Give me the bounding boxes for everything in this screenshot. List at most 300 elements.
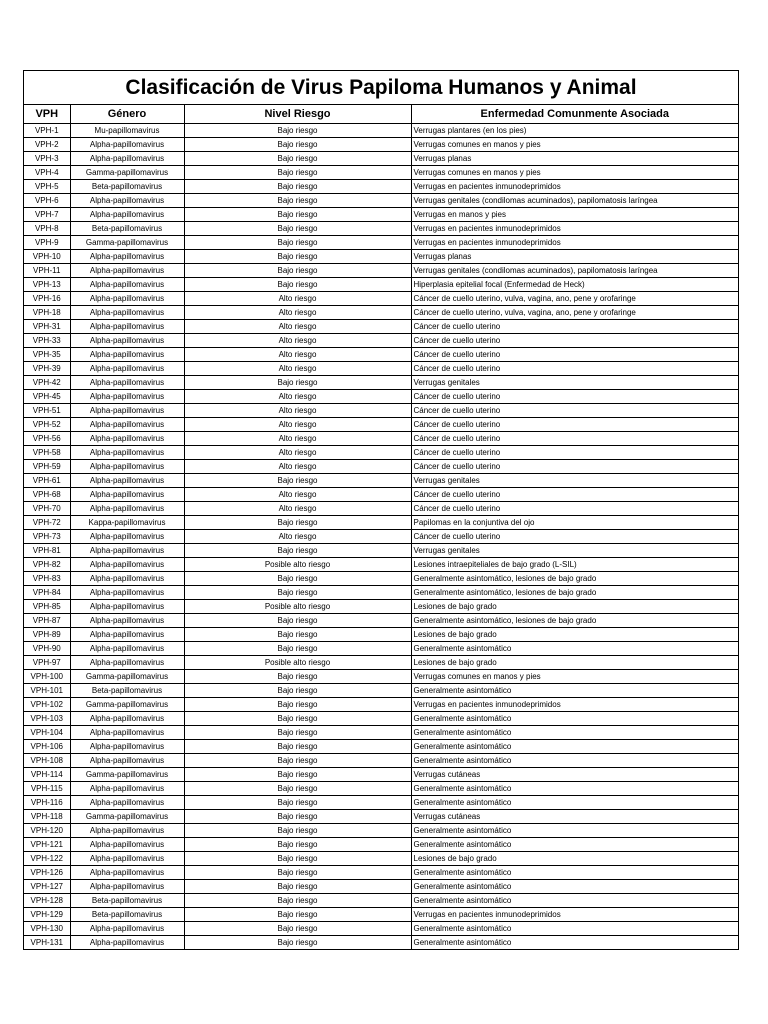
table-row <box>24 404 738 418</box>
cell-vph: VPH-116 <box>24 796 70 810</box>
cell-vph: VPH-118 <box>24 810 70 824</box>
cell-vph: VPH-126 <box>24 866 70 880</box>
cell-enfermedad: Generalmente asintomático <box>411 838 738 852</box>
table-row <box>24 236 738 250</box>
cell-genero: Gamma-papillomavirus <box>70 166 184 180</box>
cell-vph: VPH-52 <box>24 418 70 432</box>
cell-genero: Alpha-papillomavirus <box>70 264 184 278</box>
cell-nivel-riesgo: Bajo riesgo <box>184 264 411 278</box>
table-row <box>24 656 738 670</box>
cell-nivel-riesgo: Bajo riesgo <box>184 138 411 152</box>
cell-nivel-riesgo: Bajo riesgo <box>184 894 411 908</box>
cell-nivel-riesgo: Alto riesgo <box>184 334 411 348</box>
cell-genero: Alpha-papillomavirus <box>70 306 184 320</box>
cell-vph: VPH-128 <box>24 894 70 908</box>
cell-genero: Gamma-papillomavirus <box>70 670 184 684</box>
cell-vph: VPH-7 <box>24 208 70 222</box>
cell-enfermedad: Generalmente asintomático, lesiones de bajo grado <box>411 572 738 586</box>
cell-enfermedad: Cáncer de cuello uterino <box>411 348 738 362</box>
table-row <box>24 796 738 810</box>
cell-enfermedad: Verrugas en pacientes inmunodeprimidos <box>411 698 738 712</box>
cell-genero: Alpha-papillomavirus <box>70 936 184 950</box>
table-row <box>24 166 738 180</box>
cell-genero: Alpha-papillomavirus <box>70 586 184 600</box>
cell-vph: VPH-87 <box>24 614 70 628</box>
table-row <box>24 208 738 222</box>
cell-enfermedad: Generalmente asintomático <box>411 866 738 880</box>
table-row <box>24 684 738 698</box>
cell-enfermedad: Generalmente asintomático <box>411 894 738 908</box>
table-row <box>24 852 738 866</box>
cell-vph: VPH-89 <box>24 628 70 642</box>
cell-vph: VPH-102 <box>24 698 70 712</box>
cell-nivel-riesgo: Alto riesgo <box>184 306 411 320</box>
table-row <box>24 222 738 236</box>
table-row <box>24 180 738 194</box>
cell-nivel-riesgo: Bajo riesgo <box>184 866 411 880</box>
cell-enfermedad: Cáncer de cuello uterino <box>411 362 738 376</box>
cell-nivel-riesgo: Alto riesgo <box>184 446 411 460</box>
cell-enfermedad: Generalmente asintomático <box>411 712 738 726</box>
table-row <box>24 628 738 642</box>
table-row <box>24 600 738 614</box>
cell-genero: Beta-papillomavirus <box>70 222 184 236</box>
header-genero: Género <box>70 105 184 124</box>
cell-vph: VPH-127 <box>24 880 70 894</box>
cell-nivel-riesgo: Bajo riesgo <box>184 880 411 894</box>
cell-enfermedad: Cáncer de cuello uterino <box>411 404 738 418</box>
cell-vph: VPH-104 <box>24 726 70 740</box>
cell-genero: Alpha-papillomavirus <box>70 334 184 348</box>
cell-genero: Alpha-papillomavirus <box>70 922 184 936</box>
cell-nivel-riesgo: Alto riesgo <box>184 362 411 376</box>
cell-genero: Alpha-papillomavirus <box>70 404 184 418</box>
cell-vph: VPH-83 <box>24 572 70 586</box>
cell-enfermedad: Generalmente asintomático <box>411 642 738 656</box>
table-row <box>24 264 738 278</box>
cell-enfermedad: Generalmente asintomático <box>413 938 512 947</box>
cell-enfermedad: Cáncer de cuello uterino <box>411 432 738 446</box>
cell-vph: VPH-6 <box>24 194 70 208</box>
cell-enfermedad: Cáncer de cuello uterino, vulva, vagina, ano, pene y orofaringe <box>411 292 738 306</box>
cell-nivel-riesgo: Alto riesgo <box>184 432 411 446</box>
cell-vph: VPH-10 <box>24 250 70 264</box>
cell-nivel-riesgo: Posible alto riesgo <box>184 600 411 614</box>
cell-nivel-riesgo: Alto riesgo <box>184 502 411 516</box>
cell-genero: Gamma-papillomavirus <box>70 236 184 250</box>
cell-nivel-riesgo: Bajo riesgo <box>184 586 411 600</box>
cell-genero: Alpha-papillomavirus <box>70 726 184 740</box>
cell-genero: Alpha-papillomavirus <box>70 852 184 866</box>
table-row <box>24 810 738 824</box>
table-row <box>24 376 738 390</box>
table-row <box>24 320 738 334</box>
cell-enfermedad: Cáncer de cuello uterino <box>411 530 738 544</box>
table-row <box>24 544 738 558</box>
cell-vph: VPH-11 <box>24 264 70 278</box>
cell-nivel-riesgo: Bajo riesgo <box>184 222 411 236</box>
cell-enfermedad: Lesiones de bajo grado <box>411 656 738 670</box>
cell-vph: VPH-131 <box>24 936 70 950</box>
header-vph: VPH <box>24 105 70 124</box>
cell-genero: Alpha-papillomavirus <box>70 712 184 726</box>
cell-enfermedad: Generalmente asintomático <box>411 824 738 838</box>
table-body <box>24 124 738 950</box>
table-row <box>24 880 738 894</box>
cell-vph: VPH-1 <box>24 124 70 138</box>
cell-nivel-riesgo: Bajo riesgo <box>184 124 411 138</box>
table-row <box>24 152 738 166</box>
cell-nivel-riesgo: Bajo riesgo <box>184 474 411 488</box>
cell-enfermedad: Lesiones de bajo grado <box>411 600 738 614</box>
table-row <box>24 390 738 404</box>
table-row <box>24 642 738 656</box>
cell-enfermedad: Generalmente asintomático, lesiones de bajo grado <box>411 614 738 628</box>
cell-genero: Alpha-papillomavirus <box>70 390 184 404</box>
cell-enfermedad: Cáncer de cuello uterino, vulva, vagina, ano, pene y orofaringe <box>411 306 738 320</box>
table-row <box>24 334 738 348</box>
cell-vph: VPH-35 <box>24 348 70 362</box>
cell-genero: Alpha-papillomavirus <box>70 488 184 502</box>
cell-vph: VPH-16 <box>24 292 70 306</box>
cell-nivel-riesgo: Bajo riesgo <box>184 838 411 852</box>
hpv-table <box>24 105 738 949</box>
cell-genero: Alpha-papillomavirus <box>70 208 184 222</box>
table-row <box>24 362 738 376</box>
cell-nivel-riesgo: Alto riesgo <box>184 404 411 418</box>
cell-nivel-riesgo: Bajo riesgo <box>184 278 411 292</box>
cell-vph: VPH-120 <box>24 824 70 838</box>
table-row <box>24 306 738 320</box>
cell-enfermedad: Verrugas cutáneas <box>411 810 738 824</box>
cell-genero: Alpha-papillomavirus <box>70 572 184 586</box>
cell-vph: VPH-81 <box>24 544 70 558</box>
header-row <box>24 105 738 124</box>
cell-genero: Alpha-papillomavirus <box>70 432 184 446</box>
cell-genero: Beta-papillomavirus <box>70 908 184 922</box>
cell-enfermedad: Cáncer de cuello uterino <box>411 460 738 474</box>
cell-vph: VPH-97 <box>24 656 70 670</box>
table-row <box>24 292 738 306</box>
cell-genero: Beta-papillomavirus <box>70 180 184 194</box>
cell-nivel-riesgo: Bajo riesgo <box>184 796 411 810</box>
table-row <box>24 138 738 152</box>
table-row <box>24 488 738 502</box>
cell-enfermedad: Cáncer de cuello uterino <box>411 446 738 460</box>
cell-genero: Alpha-papillomavirus <box>70 642 184 656</box>
table-row <box>24 432 738 446</box>
cell-genero: Alpha-papillomavirus <box>70 320 184 334</box>
cell-enfermedad: Verrugas genitales (condilomas acuminados), papilomatosis laríngea <box>411 264 738 278</box>
cell-nivel-riesgo: Bajo riesgo <box>184 250 411 264</box>
cell-vph: VPH-3 <box>24 152 70 166</box>
cell-enfermedad: Hiperplasia epitelial focal (Enfermedad de Heck) <box>411 278 738 292</box>
table-row <box>24 194 738 208</box>
cell-genero: Alpha-papillomavirus <box>70 194 184 208</box>
table-row <box>24 502 738 516</box>
table-row <box>24 768 738 782</box>
cell-enfermedad: Generalmente asintomático <box>411 726 738 740</box>
cell-enfermedad: Verrugas comunes en manos y pies <box>411 670 738 684</box>
cell-enfermedad: Verrugas en manos y pies <box>411 208 738 222</box>
table-row <box>24 250 738 264</box>
table-row <box>24 558 738 572</box>
cell-nivel-riesgo: Bajo riesgo <box>184 516 411 530</box>
table-row <box>24 586 738 600</box>
table-row <box>24 348 738 362</box>
cell-vph: VPH-4 <box>24 166 70 180</box>
cell-enfermedad: Verrugas en pacientes inmunodeprimidos <box>411 236 738 250</box>
cell-enfermedad: Lesiones de bajo grado <box>411 852 738 866</box>
cell-nivel-riesgo: Bajo riesgo <box>184 852 411 866</box>
table-row <box>24 712 738 726</box>
cell-enfermedad: Cáncer de cuello uterino <box>411 390 738 404</box>
cell-genero: Alpha-papillomavirus <box>70 754 184 768</box>
cell-vph: VPH-8 <box>24 222 70 236</box>
cell-vph: VPH-84 <box>24 586 70 600</box>
cell-nivel-riesgo: Bajo riesgo <box>184 670 411 684</box>
cell-genero: Alpha-papillomavirus <box>70 530 184 544</box>
cell-enfermedad: Generalmente asintomático <box>411 922 738 936</box>
cell-nivel-riesgo: Bajo riesgo <box>184 768 411 782</box>
cell-enfermedad: Generalmente asintomático <box>411 740 738 754</box>
table-header <box>24 105 738 124</box>
cell-genero: Mu-papillomavirus <box>70 124 184 138</box>
cell-enfermedad: Lesiones intraepiteliales de bajo grado (L-SIL) <box>411 558 738 572</box>
cell-nivel-riesgo: Bajo riesgo <box>184 236 411 250</box>
cell-vph: VPH-82 <box>24 558 70 572</box>
cell-nivel-riesgo: Bajo riesgo <box>184 740 411 754</box>
cell-nivel-riesgo: Alto riesgo <box>184 390 411 404</box>
cell-nivel-riesgo: Posible alto riesgo <box>184 656 411 670</box>
cell-nivel-riesgo: Alto riesgo <box>184 530 411 544</box>
cell-enfermedad: Lesiones de bajo grado <box>411 628 738 642</box>
cell-enfermedad: Cáncer de cuello uterino <box>411 488 738 502</box>
cell-enfermedad: Generalmente asintomático <box>411 754 738 768</box>
cell-enfermedad: Generalmente asintomático <box>411 796 738 810</box>
cell-genero: Alpha-papillomavirus <box>70 376 184 390</box>
cell-genero: Alpha-papillomavirus <box>70 474 184 488</box>
cell-vph: VPH-51 <box>24 404 70 418</box>
table-row <box>24 936 738 950</box>
cell-vph: VPH-103 <box>24 712 70 726</box>
cell-vph: VPH-59 <box>24 460 70 474</box>
cell-genero: Alpha-papillomavirus <box>70 796 184 810</box>
cell-nivel-riesgo: Alto riesgo <box>184 460 411 474</box>
cell-vph: VPH-114 <box>24 768 70 782</box>
cell-enfermedad: Cáncer de cuello uterino <box>411 418 738 432</box>
cell-nivel-riesgo: Bajo riesgo <box>184 572 411 586</box>
header-nivel-riesgo: Nivel Riesgo <box>184 105 411 124</box>
table-row <box>24 838 738 852</box>
cell-enfermedad: Verrugas comunes en manos y pies <box>411 166 738 180</box>
cell-genero: Alpha-papillomavirus <box>70 460 184 474</box>
cell-enfermedad: Verrugas genitales (condilomas acuminados), papilomatosis laríngea <box>411 194 738 208</box>
cell-vph: VPH-115 <box>24 782 70 796</box>
cell-nivel-riesgo: Posible alto riesgo <box>184 558 411 572</box>
cell-nivel-riesgo: Bajo riesgo <box>184 614 411 628</box>
cell-enfermedad: Verrugas en pacientes inmunodeprimidos <box>411 222 738 236</box>
table-row <box>24 908 738 922</box>
table-row <box>24 740 738 754</box>
cell-nivel-riesgo: Bajo riesgo <box>184 544 411 558</box>
table-row <box>24 124 738 138</box>
cell-genero: Gamma-papillomavirus <box>70 810 184 824</box>
table-row <box>24 754 738 768</box>
cell-vph: VPH-33 <box>24 334 70 348</box>
cell-nivel-riesgo: Alto riesgo <box>184 320 411 334</box>
cell-vph: VPH-45 <box>24 390 70 404</box>
table-row <box>24 614 738 628</box>
cell-enfermedad: Verrugas genitales <box>411 474 738 488</box>
cell-enfermedad: Generalmente asintomático <box>411 782 738 796</box>
cell-genero: Alpha-papillomavirus <box>70 628 184 642</box>
cell-nivel-riesgo: Bajo riesgo <box>184 152 411 166</box>
cell-vph: VPH-70 <box>24 502 70 516</box>
cell-genero: Beta-papillomavirus <box>70 894 184 908</box>
cell-vph: VPH-68 <box>24 488 70 502</box>
table-row <box>24 726 738 740</box>
cell-genero: Alpha-papillomavirus <box>70 880 184 894</box>
cell-vph: VPH-56 <box>24 432 70 446</box>
cell-enfermedad: Generalmente asintomático, lesiones de bajo grado <box>411 586 738 600</box>
cell-enfermedad: Cáncer de cuello uterino <box>411 320 738 334</box>
table-row <box>24 474 738 488</box>
table-row <box>24 460 738 474</box>
cell-vph: VPH-18 <box>24 306 70 320</box>
cell-vph: VPH-85 <box>24 600 70 614</box>
cell-nivel-riesgo: Bajo riesgo <box>184 208 411 222</box>
cell-nivel-riesgo: Bajo riesgo <box>184 922 411 936</box>
cell-enfermedad: Cáncer de cuello uterino <box>411 334 738 348</box>
cell-vph: VPH-42 <box>24 376 70 390</box>
cell-vph: VPH-122 <box>24 852 70 866</box>
cell-genero: Kappa-papillomavirus <box>70 516 184 530</box>
table-row <box>24 698 738 712</box>
cell-vph: VPH-100 <box>24 670 70 684</box>
hpv-classification-sheet <box>23 70 739 950</box>
cell-enfermedad: Verrugas comunes en manos y pies <box>411 138 738 152</box>
cell-nivel-riesgo: Alto riesgo <box>184 292 411 306</box>
cell-vph: VPH-106 <box>24 740 70 754</box>
cell-enfermedad: Verrugas genitales <box>411 544 738 558</box>
cell-enfermedad: Generalmente asintomático <box>411 684 738 698</box>
cell-nivel-riesgo: Bajo riesgo <box>184 180 411 194</box>
header-enfermedad: Enfermedad Comunmente Asociada <box>411 105 738 124</box>
table-row <box>24 782 738 796</box>
table-row <box>24 446 738 460</box>
table-row <box>24 418 738 432</box>
cell-enfermedad: Verrugas planas <box>411 152 738 166</box>
cell-nivel-riesgo: Bajo riesgo <box>184 628 411 642</box>
cell-vph: VPH-9 <box>24 236 70 250</box>
cell-nivel-riesgo: Bajo riesgo <box>184 698 411 712</box>
table-row <box>24 572 738 586</box>
cell-enfermedad: Verrugas cutáneas <box>411 768 738 782</box>
cell-genero: Alpha-papillomavirus <box>70 292 184 306</box>
cell-genero: Alpha-papillomavirus <box>70 348 184 362</box>
cell-nivel-riesgo: Alto riesgo <box>184 488 411 502</box>
cell-nivel-riesgo: Alto riesgo <box>184 348 411 362</box>
cell-nivel-riesgo: Bajo riesgo <box>184 754 411 768</box>
sheet-title: Clasificación de Virus Papiloma Humanos y Animal <box>24 71 738 105</box>
table-row <box>24 530 738 544</box>
cell-enfermedad: Verrugas en pacientes inmunodeprimidos <box>411 908 738 922</box>
cell-nivel-riesgo: Bajo riesgo <box>184 908 411 922</box>
table-row <box>24 866 738 880</box>
table-row <box>24 516 738 530</box>
cell-genero: Alpha-papillomavirus <box>70 446 184 460</box>
cell-nivel-riesgo: Bajo riesgo <box>184 810 411 824</box>
cell-genero: Alpha-papillomavirus <box>70 138 184 152</box>
cell-vph: VPH-13 <box>24 278 70 292</box>
cell-nivel-riesgo: Bajo riesgo <box>184 936 411 950</box>
cell-enfermedad: Papilomas en la conjuntiva del ojo <box>411 516 738 530</box>
cell-genero: Alpha-papillomavirus <box>70 558 184 572</box>
cell-genero: Alpha-papillomavirus <box>70 362 184 376</box>
cell-nivel-riesgo: Bajo riesgo <box>184 642 411 656</box>
cell-vph: VPH-72 <box>24 516 70 530</box>
cell-enfermedad: Verrugas planas <box>411 250 738 264</box>
cell-enfermedad: Verrugas en pacientes inmunodeprimidos <box>411 180 738 194</box>
cell-genero: Gamma-papillomavirus <box>70 768 184 782</box>
cell-genero: Alpha-papillomavirus <box>70 614 184 628</box>
cell-genero: Alpha-papillomavirus <box>70 502 184 516</box>
cell-vph: VPH-129 <box>24 908 70 922</box>
cell-genero: Alpha-papillomavirus <box>70 838 184 852</box>
cell-enfermedad: Cáncer de cuello uterino <box>411 502 738 516</box>
cell-genero: Alpha-papillomavirus <box>70 418 184 432</box>
cell-vph: VPH-73 <box>24 530 70 544</box>
cell-vph: VPH-90 <box>24 642 70 656</box>
cell-enfermedad: Verrugas plantares (en los pies) <box>411 124 738 138</box>
table-row <box>24 278 738 292</box>
cell-genero: Alpha-papillomavirus <box>70 600 184 614</box>
cell-vph: VPH-5 <box>24 180 70 194</box>
cell-nivel-riesgo: Bajo riesgo <box>184 824 411 838</box>
cell-vph: VPH-2 <box>24 138 70 152</box>
cell-nivel-riesgo: Bajo riesgo <box>184 782 411 796</box>
cell-genero: Gamma-papillomavirus <box>70 698 184 712</box>
cell-genero: Alpha-papillomavirus <box>70 782 184 796</box>
cell-vph: VPH-101 <box>24 684 70 698</box>
cell-nivel-riesgo: Bajo riesgo <box>184 712 411 726</box>
cell-vph: VPH-58 <box>24 446 70 460</box>
cell-genero: Alpha-papillomavirus <box>70 250 184 264</box>
cell-nivel-riesgo: Bajo riesgo <box>184 194 411 208</box>
cell-nivel-riesgo: Bajo riesgo <box>184 726 411 740</box>
cell-genero: Alpha-papillomavirus <box>70 656 184 670</box>
cell-enfermedad: Generalmente asintomático <box>411 880 738 894</box>
cell-genero: Alpha-papillomavirus <box>70 544 184 558</box>
cell-vph: VPH-39 <box>24 362 70 376</box>
cell-genero: Alpha-papillomavirus <box>70 278 184 292</box>
table-row <box>24 894 738 908</box>
table-row <box>24 922 738 936</box>
cell-nivel-riesgo: Bajo riesgo <box>184 376 411 390</box>
cell-vph: VPH-130 <box>24 922 70 936</box>
cell-nivel-riesgo: Alto riesgo <box>184 418 411 432</box>
cell-vph: VPH-31 <box>24 320 70 334</box>
cell-nivel-riesgo: Bajo riesgo <box>184 684 411 698</box>
cell-nivel-riesgo: Bajo riesgo <box>184 166 411 180</box>
cell-genero: Alpha-papillomavirus <box>70 866 184 880</box>
cell-vph: VPH-121 <box>24 838 70 852</box>
table-row <box>24 670 738 684</box>
table-row <box>24 824 738 838</box>
cell-genero: Alpha-papillomavirus <box>70 824 184 838</box>
cell-genero: Beta-papillomavirus <box>70 684 184 698</box>
